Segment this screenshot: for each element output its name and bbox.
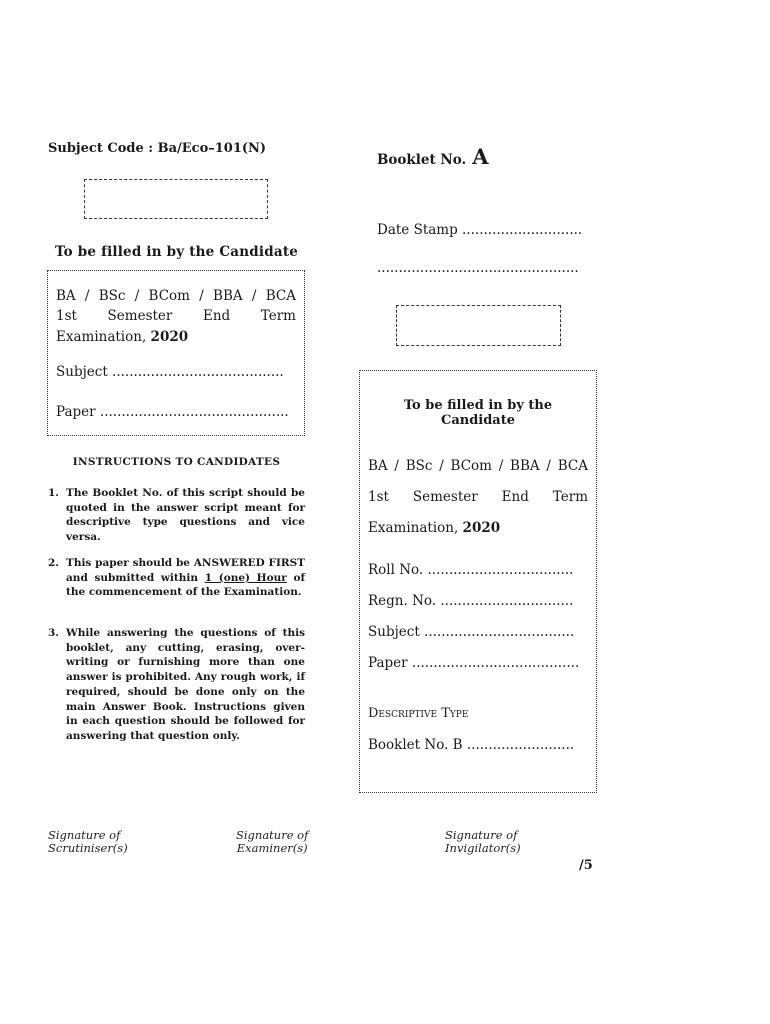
right-subject-field[interactable]: Subject ................................... bbox=[368, 624, 575, 640]
program-bba: BBA bbox=[213, 288, 243, 304]
separator: / bbox=[498, 458, 504, 474]
left-candidate-box bbox=[47, 270, 305, 436]
registration-number-field[interactable]: Regn. No. ............................... bbox=[368, 593, 574, 609]
program-bsc: BSc bbox=[98, 288, 126, 304]
signature-label: Signature of bbox=[48, 828, 121, 842]
separator: / bbox=[84, 288, 90, 304]
right-form-heading-line: Candidate bbox=[440, 413, 516, 428]
right-form-heading bbox=[360, 398, 596, 428]
program-bba: BBA bbox=[510, 458, 540, 474]
instruction-text: While answering the questions of this booklet, any cutting, erasing, over-writing or furnishing more than one answer is prohibited. Any rough work, if required, should be done only on the main Answer Book. Instructions given in each question should be followed for answering that question only. bbox=[66, 627, 305, 742]
right-programs-line bbox=[368, 458, 588, 474]
signature-label: Signature of bbox=[445, 828, 518, 842]
date-stamp-line: ............................................... bbox=[377, 260, 579, 276]
instruction-number: 2. bbox=[48, 557, 59, 569]
signature-scrutiniser bbox=[48, 829, 128, 855]
instructions-heading: INSTRUCTIONS TO CANDIDATES bbox=[72, 456, 281, 468]
exam-label: Examination, bbox=[56, 329, 147, 345]
signature-examiner bbox=[236, 829, 308, 855]
exam-label: Examination, bbox=[368, 520, 459, 536]
booklet-letter: A bbox=[472, 144, 489, 169]
separator: / bbox=[199, 288, 204, 304]
booklet-label: Booklet No. bbox=[377, 152, 467, 168]
semester-word: Term bbox=[552, 489, 588, 505]
program-ba: BA bbox=[56, 288, 76, 304]
separator: / bbox=[134, 288, 140, 304]
separator: / bbox=[394, 458, 399, 474]
instruction-text bbox=[66, 556, 305, 600]
instruction-item bbox=[48, 626, 305, 744]
program-bsc: BSc bbox=[405, 458, 433, 474]
roll-number-field[interactable]: Roll No. .................................. bbox=[368, 562, 574, 578]
left-programs-line bbox=[56, 288, 296, 304]
right-candidate-box bbox=[359, 370, 597, 793]
right-semester-line bbox=[368, 489, 588, 505]
booklet-number bbox=[377, 144, 489, 169]
subject-code: Subject Code : Ba/Eco–101(N) bbox=[48, 141, 267, 156]
descriptive-type-label: Descriptive Type bbox=[368, 706, 469, 721]
program-bcom: BCom bbox=[148, 288, 190, 304]
semester-word: Semester bbox=[412, 489, 478, 505]
right-form-heading-line: To be filled in by the bbox=[403, 398, 553, 413]
program-ba: BA bbox=[368, 458, 388, 474]
semester-word: Term bbox=[260, 308, 296, 324]
instruction-item bbox=[48, 486, 305, 545]
page-number: /5 bbox=[579, 858, 593, 873]
program-bcom: BCom bbox=[450, 458, 492, 474]
signature-label: Signature of bbox=[236, 828, 309, 842]
instruction-number: 3. bbox=[48, 627, 59, 639]
left-paper-field[interactable]: Paper ............................................ bbox=[56, 404, 289, 420]
signature-role: Invigilator(s) bbox=[445, 841, 521, 855]
instruction-text-part: This paper should be ANSWERED FIRST and submitted within bbox=[66, 557, 305, 584]
signature-invigilator bbox=[445, 829, 521, 855]
instruction-number: 1. bbox=[48, 487, 59, 499]
right-stamp-box bbox=[396, 305, 561, 346]
program-bca: BCA bbox=[557, 458, 588, 474]
left-stamp-box bbox=[84, 179, 268, 219]
instruction-text-part: of the commencement of the Examination. bbox=[66, 571, 305, 599]
instruction-time-limit: 1 (one) Hour bbox=[204, 571, 287, 584]
left-semester-line bbox=[56, 308, 296, 324]
signature-role: Examiner(s) bbox=[236, 841, 308, 855]
semester-word: Semester bbox=[107, 308, 173, 324]
booklet-b-field[interactable]: Booklet No. B ......................... bbox=[368, 737, 575, 753]
separator: / bbox=[439, 458, 444, 474]
right-exam-line bbox=[368, 520, 588, 536]
separator: / bbox=[251, 288, 257, 304]
program-bca: BCA bbox=[265, 288, 296, 304]
exam-year: 2020 bbox=[462, 520, 501, 536]
left-form-heading: To be filled in by the Candidate bbox=[54, 244, 299, 260]
instruction-text: The Booklet No. of this script should be quoted in the answer script meant for descriptive type questions and vice versa. bbox=[66, 487, 305, 544]
semester-word: 1st bbox=[368, 489, 389, 505]
left-subject-field[interactable]: Subject ........................................ bbox=[56, 364, 284, 380]
date-stamp: Date Stamp ............................ bbox=[377, 222, 583, 238]
instruction-item bbox=[48, 556, 305, 600]
right-paper-field[interactable]: Paper ....................................... bbox=[368, 655, 580, 671]
signature-role: Scrutiniser(s) bbox=[48, 841, 128, 855]
semester-word: End bbox=[202, 308, 231, 324]
separator: / bbox=[546, 458, 551, 474]
exam-year: 2020 bbox=[150, 329, 189, 345]
left-exam-line bbox=[56, 329, 296, 345]
semester-word: End bbox=[501, 489, 529, 505]
semester-word: 1st bbox=[56, 308, 77, 324]
